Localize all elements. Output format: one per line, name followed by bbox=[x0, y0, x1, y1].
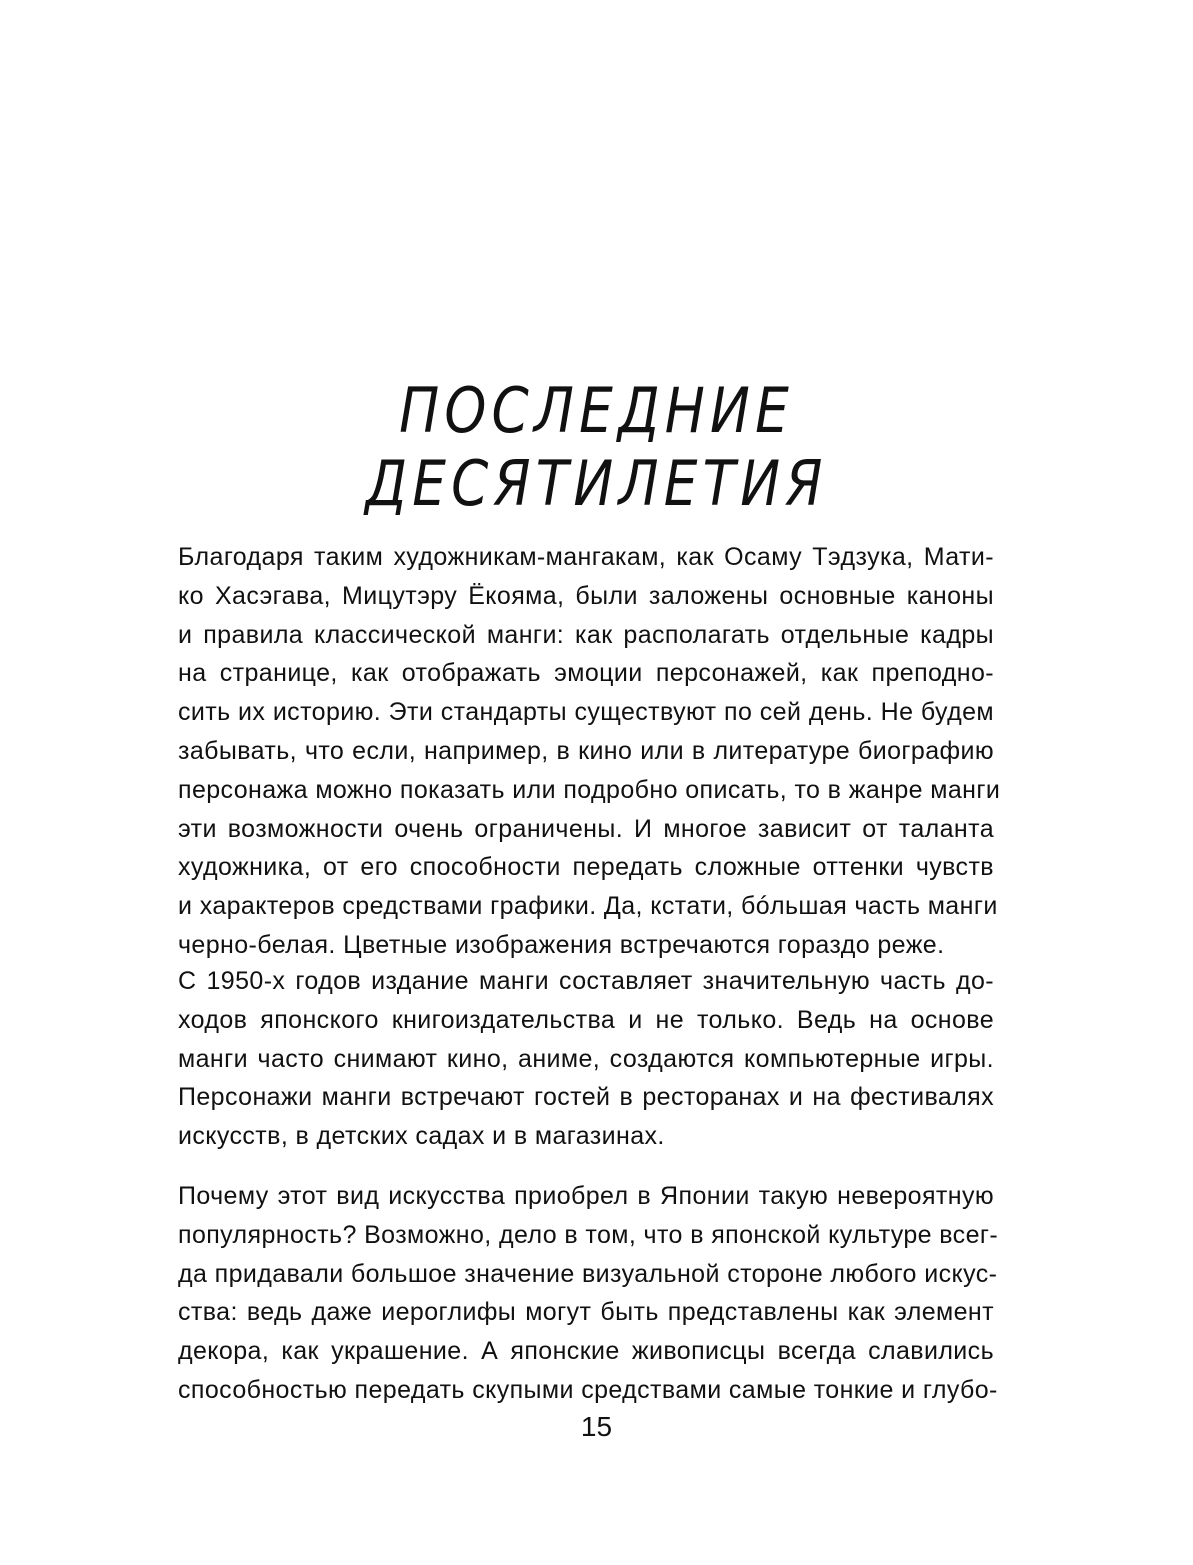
body-paragraph bbox=[178, 962, 994, 1156]
text-line: сить их историю. Эти стандарты существуют по сей день. Не будем bbox=[178, 698, 994, 727]
text-line: Почему этот вид искусства приобрел в Японии такую невероятную bbox=[178, 1182, 994, 1210]
text-line: и правила классической манги: как располагать отдельные кадры bbox=[178, 620, 994, 649]
chapter-title bbox=[84, 374, 1110, 520]
text-line: Персонажи манги встречают гостей в ресторанах и на фестивалях bbox=[178, 1083, 994, 1112]
text-line: и характеров средствами графики. Да, кстати, бóльшая часть манги bbox=[178, 892, 998, 921]
text-line: ства: ведь даже иероглифы могут быть представлены как элемент bbox=[178, 1298, 994, 1327]
text-line: Благодаря таким художникам-мангакам, как Осаму Тэдзука, Мати- bbox=[178, 543, 994, 571]
chapter-title-line: ПОСЛЕДНИЕ bbox=[399, 373, 794, 447]
text-line: персонажа можно показать или подробно описать, то в жанре манги bbox=[178, 775, 1001, 804]
text-line: эти возможности очень ограничены. И многое зависит от таланта bbox=[178, 814, 994, 843]
text-line: способностью передать скупыми средствами самые тонкие и глубо- bbox=[178, 1375, 998, 1404]
body-paragraph bbox=[178, 538, 1001, 965]
text-line: манги часто снимают кино, аниме, создаются компьютерные игры. bbox=[178, 1044, 994, 1073]
text-line: черно-белая. Цветные изображения встречаются гораздо реже. bbox=[178, 930, 945, 959]
text-line: искусств, в детских садах и в магазинах. bbox=[178, 1122, 665, 1151]
text-line: популярность? Возможно, дело в том, что в японской культуре всег- bbox=[178, 1220, 999, 1249]
page-number: 15 bbox=[580, 1411, 613, 1442]
text-line: художника, от его способности передать сложные оттенки чувств bbox=[178, 853, 994, 882]
text-line: ко Хасэгава, Мицутэру Ёкояма, были заложены основные каноны bbox=[178, 581, 994, 610]
text-line: да придавали большое значение визуальной стороне любого искус- bbox=[178, 1259, 998, 1288]
body-paragraph bbox=[178, 1177, 999, 1410]
text-line: на странице, как отображать эмоции персонажей, как преподно- bbox=[178, 659, 994, 688]
text-line: забывать, что если, например, в кино или в литературе биографию bbox=[178, 736, 994, 765]
text-line: декора, как украшение. А японские живописцы всегда славились bbox=[178, 1337, 994, 1366]
chapter-title-line: ДЕСЯТИЛЕТИЯ bbox=[365, 446, 828, 520]
text-line: С 1950-х годов издание манги составляет значительную часть до- bbox=[178, 967, 994, 995]
text-line: ходов японского книгоиздательства и не только. Ведь на основе bbox=[178, 1005, 994, 1034]
